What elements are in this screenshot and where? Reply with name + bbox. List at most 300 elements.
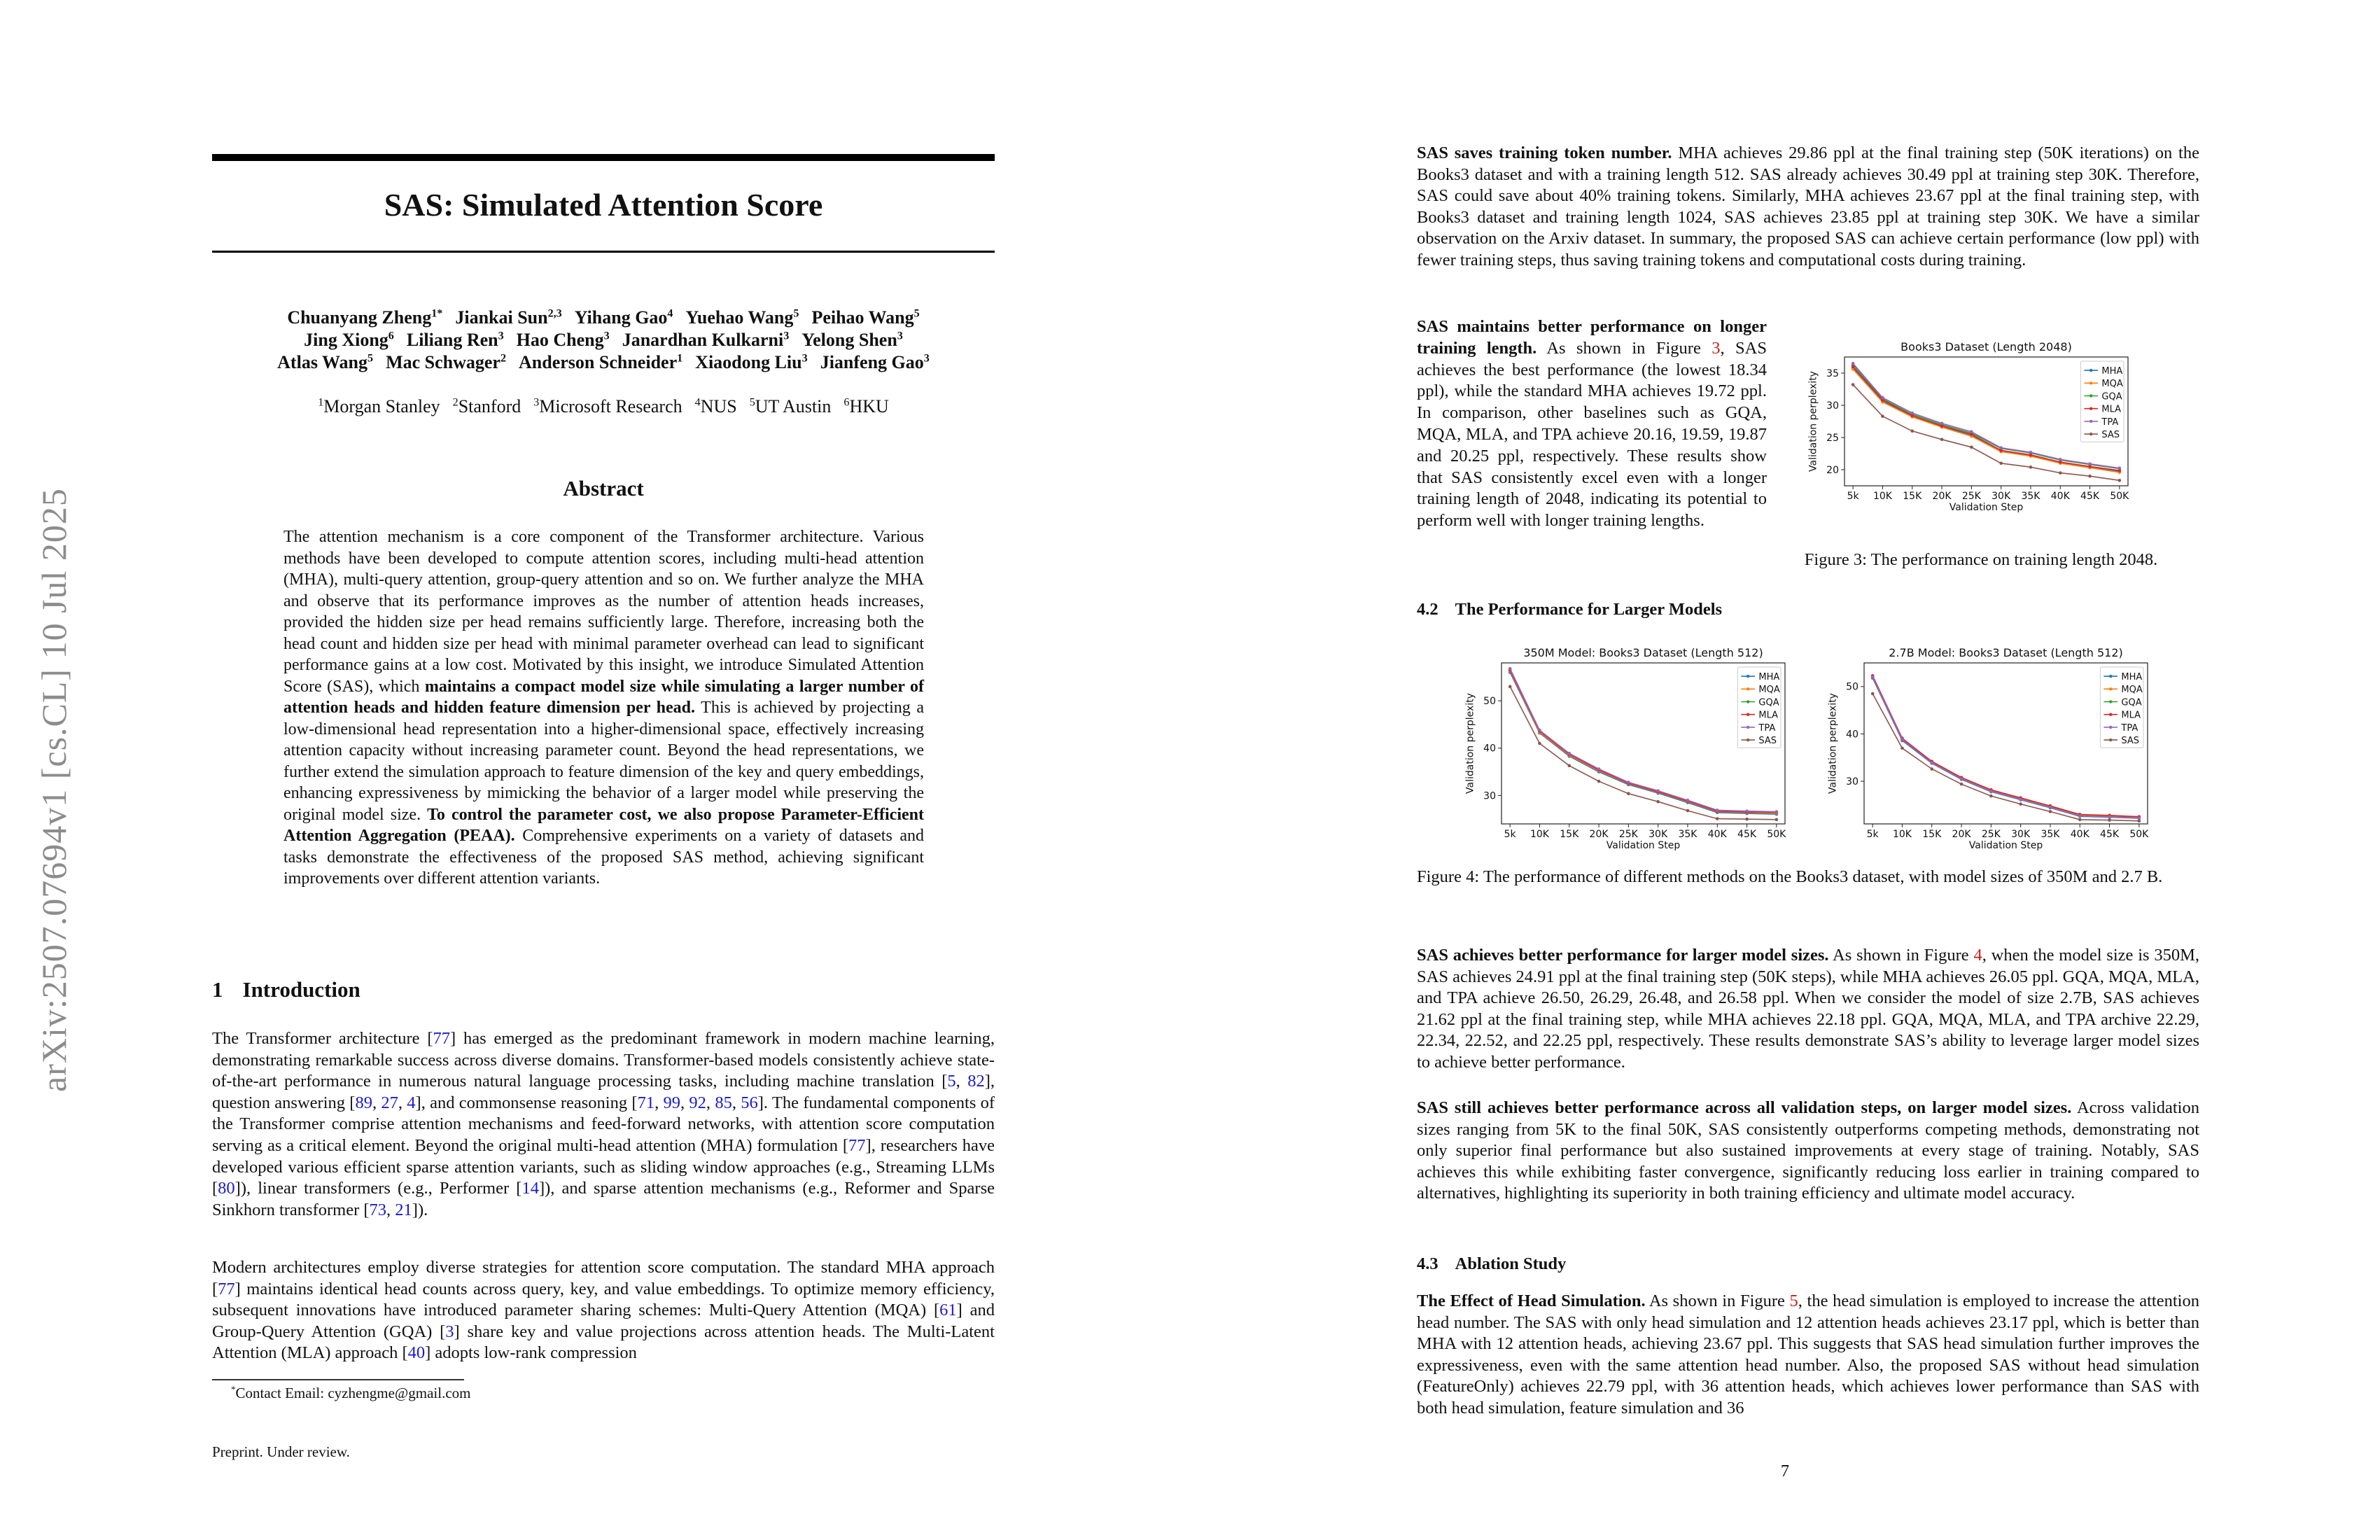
author-name: [695, 352, 808, 372]
series-line-gqa: [1853, 365, 2123, 469]
citation-link[interactable]: 77: [848, 1135, 866, 1155]
citation-link[interactable]: 77: [433, 1029, 451, 1048]
text-run: ,: [398, 1093, 407, 1112]
data-point: [1930, 761, 1933, 764]
legend-label: SAS: [2121, 736, 2140, 746]
author-name-text: Jing Xiong: [304, 330, 388, 350]
x-tick-label: 30K: [1991, 491, 2011, 502]
legend-label: MLA: [2121, 710, 2141, 721]
y-tick-label: 25: [1826, 432, 1839, 444]
data-point: [1999, 446, 2003, 449]
author-name: [455, 307, 561, 328]
series-line-sas: [1510, 685, 1780, 820]
legend-marker: [1746, 738, 1749, 741]
legend-label: TPA: [2121, 722, 2138, 734]
bold-text: SAS achieves better performance for larger model sizes.: [1417, 946, 1829, 965]
figure-4-left: [1449, 648, 1799, 858]
data-point: [1930, 767, 1933, 771]
data-point: [2118, 479, 2122, 482]
bold-text: SAS saves training token number.: [1417, 144, 1672, 162]
citation-link[interactable]: 89: [355, 1093, 372, 1112]
affiliation-name: HKU: [849, 396, 889, 416]
text-run: ]).: [412, 1200, 428, 1219]
x-tick-label: 35K: [2021, 491, 2040, 502]
affiliation: [533, 396, 682, 416]
data-point: [1989, 794, 1993, 798]
title-bottom-rule: [212, 251, 995, 253]
legend-label: TPA: [2101, 416, 2119, 428]
text-run: ]. The fundamental components of the Transformer comprise attention mechanisms and feed-forward networks, with attention score computation serving as a critical element. Beyond the original multi-head attention (MHA) formulation [: [212, 1093, 995, 1155]
data-point: [2019, 802, 2022, 806]
title-top-rule: [212, 154, 995, 161]
intro-paragraph-1: [212, 1028, 995, 1221]
text-run: ,: [386, 1200, 396, 1219]
citation-link[interactable]: 27: [381, 1093, 398, 1112]
x-tick-label: 30K: [1648, 829, 1668, 840]
data-point: [1881, 414, 1884, 418]
author-name-text: Atlas Wang: [277, 352, 368, 372]
series-line-mqa: [1853, 370, 2123, 472]
series-line-tpa: [1853, 363, 2123, 468]
author-name-text: Chuanyang Zheng: [287, 307, 432, 328]
legend-marker: [1746, 726, 1749, 729]
section-heading-4-2: [1417, 600, 1722, 620]
text-run: ], and commonsense reasoning [: [415, 1093, 638, 1112]
citation-link[interactable]: 99: [663, 1093, 680, 1112]
figure-4-right: [1812, 648, 2162, 858]
citation-link[interactable]: 3: [445, 1322, 454, 1341]
data-point: [2138, 820, 2141, 823]
data-point: [2088, 462, 2092, 465]
paragraph-validation-steps: [1417, 1098, 2199, 1205]
text-run: MHA achieves 29.86 ppl at the final training step (50K iterations) on the Books3 dataset and with a training length 512. SAS already achieves 30.49 ppl at training step 30K. Therefore, SAS could save about 40% training tokens. Similarly, MHA achieves 23.67 ppl at the final training step, with Books3 dataset and training length 1024, SAS achieves 23.85 ppl at training step 30K. We have a similar observation on the Arxiv dataset. In summary, the proposed SAS can achieve certain performance (low ppl) with fewer training steps, thus saving training tokens and computational costs during training.: [1417, 144, 2199, 270]
legend-label: GQA: [1758, 697, 1779, 708]
section-title: Introduction: [242, 977, 360, 1002]
affiliation-marker: 3: [897, 330, 903, 342]
paper-title: SAS: Simulated Attention Score: [384, 187, 823, 223]
x-tick-label: 35K: [2040, 829, 2060, 840]
text-run: ,: [732, 1093, 741, 1112]
data-point: [1656, 800, 1660, 804]
figure-reference-link[interactable]: 3: [1712, 338, 1721, 358]
data-point: [1627, 792, 1630, 795]
x-tick-label: 5k: [1504, 829, 1516, 840]
x-tick-label: 20K: [1952, 829, 1971, 840]
intro-paragraph-2: [212, 1257, 995, 1364]
author-name: [517, 330, 610, 350]
legend-label: TPA: [1758, 722, 1776, 734]
figure-3-chart: [1792, 342, 2142, 518]
series-line-tpa: [1872, 677, 2142, 818]
text-run: ,: [372, 1093, 382, 1112]
affiliation-number: 1: [318, 396, 324, 409]
abstract-text: [284, 526, 924, 890]
text-run: ,: [706, 1093, 715, 1112]
citation-link[interactable]: 14: [522, 1179, 539, 1198]
x-axis-label: Validation Step: [1606, 840, 1681, 852]
footnote-rule: [212, 1379, 464, 1380]
legend-marker: [2090, 382, 2092, 384]
data-point: [1989, 790, 1993, 793]
legend-marker: [2090, 420, 2092, 423]
author-name-text: Xiaodong Liu: [695, 352, 802, 372]
data-point: [2029, 451, 2033, 454]
series-line-mqa: [1510, 671, 1780, 813]
bold-text: The Effect of Head Simulation.: [1417, 1292, 1646, 1310]
data-point: [1970, 430, 1973, 433]
x-axis-label: Validation Step: [1949, 502, 2024, 514]
x-tick-label: 40K: [2070, 829, 2090, 840]
data-point: [1960, 777, 1963, 780]
data-point: [2118, 466, 2122, 470]
x-tick-label: 10K: [1892, 829, 1912, 840]
affiliation: [453, 396, 522, 416]
author-name-text: Peihao Wang: [811, 307, 914, 328]
legend-marker: [1746, 713, 1749, 716]
affiliation-marker: 3: [603, 330, 610, 342]
affiliation-marker: 3: [783, 330, 790, 342]
author-name: [386, 352, 506, 372]
figure-reference-link[interactable]: 5: [1789, 1292, 1798, 1310]
chart-title: 2.7B Model: Books3 Dataset (Length 512): [1889, 648, 2123, 659]
affiliation-marker: 5: [913, 307, 920, 320]
footnote: [231, 1385, 471, 1402]
citation-link[interactable]: 77: [218, 1279, 235, 1298]
text-run: ,: [654, 1093, 664, 1112]
data-point: [2108, 818, 2111, 822]
legend-label: MQA: [1758, 685, 1780, 696]
citation-link[interactable]: 80: [218, 1179, 235, 1198]
paragraph-longer-length: [1417, 316, 1767, 532]
y-axis-label: Validation perplexity: [1807, 371, 1819, 472]
author-name: [820, 352, 930, 372]
page-number: 7: [1780, 1462, 1790, 1480]
data-point: [1851, 362, 1855, 365]
author-name-text: Yihang Gao: [574, 307, 668, 328]
figure-4-caption: Figure 4: The performance of different methods on the Books3 dataset, with model sizes of 350M and 2.7 B.: [1417, 867, 2163, 886]
citation-link[interactable]: 85: [715, 1093, 732, 1112]
legend-marker: [2090, 433, 2092, 435]
data-point: [1597, 767, 1601, 771]
legend-label: MLA: [2101, 404, 2122, 415]
text-run: ] adopts low-rank compression: [425, 1343, 637, 1363]
x-tick-label: 40K: [1707, 829, 1727, 840]
legend-label: MHA: [1758, 672, 1780, 682]
figure-reference-link[interactable]: 4: [1973, 946, 1982, 965]
affiliation: [844, 396, 888, 416]
abstract-heading: Abstract: [563, 476, 644, 500]
x-tick-label: 25K: [1618, 829, 1638, 840]
author-name-text: Mac Schwager: [386, 352, 500, 372]
x-tick-label: 50K: [2110, 491, 2129, 502]
author-name-text: Yelong Shen: [802, 330, 897, 350]
affiliation-marker: 4: [667, 307, 673, 320]
y-tick-label: 50: [1846, 681, 1858, 693]
right-page: [1190, 0, 2380, 1540]
text-run: ] maintains identical head counts across query, key, and value embeddings. To optimize memory efficiency, subsequent innovations have introduced parameter sharing schemes: Multi-Query Attention (MQA) [: [212, 1279, 995, 1320]
affiliation-name: UT Austin: [755, 396, 832, 416]
legend-marker: [2090, 394, 2092, 397]
affiliation-number: 2: [452, 396, 458, 409]
text-run: ] has emerged as the predominant framework in modern machine learning, demonstrating remarkable success across diverse domains. Transformer-based models consistently achieve state-of-the-art performance in numerous natural language processing tasks, including machine translation [: [212, 1029, 995, 1091]
affiliation-marker: 3: [923, 352, 930, 365]
affiliation-marker: 5: [368, 352, 374, 365]
y-tick-label: 35: [1826, 368, 1839, 379]
text-run: The attention mechanism is a core component of the Transformer architecture. Various methods have been developed to compute attention scores, including multi-head attention (MHA), multi-query attention, group-query attention and so on. We further analyze the MHA and observe that its performance improves as the number of attention heads increases, provided the hidden size per head remains sufficiently large. Therefore, increasing both the head count and hidden size per head with minimal parameter overhead can lead to significant performance gains at a low cost. Motivated by this insight, we introduce Simulated Attention Score (SAS), which: [284, 528, 924, 696]
data-point: [1960, 783, 1963, 786]
data-point: [1538, 742, 1541, 746]
citation-link[interactable]: 82: [967, 1072, 985, 1091]
data-point: [1970, 446, 1973, 449]
x-tick-label: 5k: [1866, 829, 1879, 840]
x-tick-label: 25K: [1961, 491, 1981, 502]
x-tick-label: 20K: [1589, 829, 1609, 840]
affiliation-number: 4: [694, 396, 701, 409]
x-tick-label: 25K: [1981, 829, 2001, 840]
legend-marker: [2090, 369, 2092, 372]
data-point: [1940, 438, 1944, 441]
legend-marker: [2109, 700, 2112, 703]
x-tick-label: 45K: [1737, 829, 1757, 840]
legend-label: MHA: [2121, 672, 2143, 682]
affiliation-marker: 2,3: [547, 307, 562, 320]
y-tick-label: 40: [1846, 729, 1858, 741]
x-tick-label: 30K: [2011, 829, 2031, 840]
author-name-text: Yuehao Wang: [685, 307, 794, 328]
text-run: ,: [955, 1072, 968, 1091]
legend-label: GQA: [2101, 391, 2122, 402]
x-tick-label: 10K: [1530, 829, 1549, 840]
author-name: [622, 330, 790, 350]
affiliation-name: NUS: [700, 396, 737, 416]
author-list: [212, 307, 995, 374]
legend-label: MQA: [2101, 379, 2123, 390]
text-run: , SAS achieves the best performance (the lowest 18.34 ppl), while the standard MHA achieves 19.72 ppl. In comparison, other baselines such as GQA, MQA, MLA, and TPA achieve 20.16, 19.59, 19.87 and 20.25 ppl, respectively. These results show that SAS consistently excel even with a longer training length of 2048, indicating its potential to perform well with longer training lengths.: [1417, 338, 1767, 531]
section-heading-4-3: [1417, 1254, 1566, 1274]
data-point: [1538, 729, 1541, 732]
citation-link[interactable]: 40: [407, 1343, 426, 1363]
text-run: Comprehensive experiments on a variety of datasets and tasks demonstrate the effectiveness of the proposed SAS method, achieving significant improvements over different attention variants.: [284, 827, 924, 888]
affiliation-marker: 3: [498, 330, 504, 342]
section-title: The Performance for Larger Models: [1455, 600, 1723, 619]
bold-text: maintains a compact model size while simulating a larger number of attention heads and hidden feature dimension per head.: [284, 677, 925, 717]
data-point: [1910, 412, 1914, 415]
paragraph-saves-tokens: [1417, 143, 2199, 272]
data-point: [2029, 465, 2033, 469]
data-point: [1508, 667, 1512, 671]
preprint-note: Preprint. Under review.: [212, 1443, 350, 1460]
data-point: [2019, 798, 2022, 802]
author-name-text: Anderson Schneider: [519, 352, 678, 372]
bold-text: SAS still achieves better performance across all validation steps, on larger model sizes.: [1417, 1098, 2072, 1117]
data-point: [1745, 818, 1749, 821]
data-point: [1716, 808, 1719, 812]
data-point: [2049, 806, 2052, 809]
text-run: Modern architectures employ diverse strategies for attention score computation. The standard MHA approach [: [212, 1258, 995, 1298]
data-point: [1597, 780, 1601, 783]
section-number: 4.3: [1417, 1254, 1438, 1273]
y-axis-label: Validation perplexity: [1464, 693, 1476, 794]
data-point: [1940, 421, 1944, 425]
author-name: [304, 330, 394, 350]
citation-link[interactable]: 92: [689, 1093, 706, 1112]
affiliation-marker: 2: [500, 352, 507, 365]
legend-marker: [2109, 675, 2112, 678]
data-point: [1999, 462, 2003, 465]
series-line-mha: [1853, 366, 2123, 472]
footnote-text: Contact Email: cyzhengme@gmail.com: [235, 1385, 471, 1401]
paragraph-head-simulation: [1417, 1291, 2199, 1420]
y-tick-label: 40: [1483, 743, 1496, 755]
figure-3: [1792, 342, 2142, 518]
section-heading-introduction: [212, 977, 360, 1002]
text-run: ]), linear transformers (e.g., Performer [: [234, 1179, 522, 1198]
legend-label: MHA: [2101, 366, 2123, 377]
author-name: [407, 330, 504, 350]
citation-link[interactable]: 71: [637, 1093, 655, 1112]
legend-marker: [2090, 407, 2092, 410]
citation-link[interactable]: 73: [369, 1200, 387, 1219]
chart-title: Books3 Dataset (Length 2048): [1900, 342, 2072, 354]
text-run: As shown in Figure: [1828, 946, 1974, 965]
citation-link[interactable]: 56: [741, 1093, 758, 1112]
text-run: , when the model size is 350M, SAS achieves 24.91 ppl at the final training step (50K steps), while MHA achieves 26.05 ppl. GQA, MQA, MLA, and TPA achieve 26.50, 26.29, 26.48, and 26.58 ppl. When we consider the model of size 2.7B, SAS achieves 21.62 ppl at the final training step, while MHA achieves 22.18 ppl. GQA, MQA, MLA, and TPA archive 22.29, 22.34, 22.52, and 22.25 ppl, respectively. These results demonstrate SAS’s ability to leverage larger model sizes to achieve better performance.: [1417, 946, 2200, 1072]
data-point: [1627, 780, 1630, 784]
data-point: [1775, 810, 1779, 813]
legend-marker: [1746, 700, 1749, 703]
affiliation-name: Stanford: [458, 396, 522, 416]
x-tick-label: 45K: [2100, 829, 2120, 840]
data-point: [1686, 799, 1690, 802]
legend-marker: [1746, 675, 1749, 678]
series-line-sas: [1872, 694, 2142, 821]
bold-text: To control the parameter cost, we also propose Parameter-Efficient Attention Aggregation (PEAA).: [284, 805, 924, 845]
text-run: The Transformer architecture [: [212, 1029, 433, 1048]
affiliation-name: Morgan Stanley: [323, 396, 440, 416]
data-point: [2138, 816, 2141, 820]
section-number: 1: [212, 977, 223, 1002]
x-tick-label: 40K: [2050, 491, 2070, 502]
data-point: [2059, 471, 2062, 475]
text-run: ] share key and value projections across attention heads. The Multi-Latent Attention (MLA) approach [: [212, 1322, 995, 1363]
data-point: [1900, 746, 1904, 750]
affiliation-number: 6: [844, 396, 850, 409]
y-tick-label: 30: [1846, 776, 1858, 788]
author-name-text: Liliang Ren: [406, 330, 498, 350]
affiliation-marker: 1*: [431, 307, 443, 320]
figure-4-right-chart: [1812, 648, 2162, 858]
legend-label: GQA: [2121, 697, 2142, 708]
legend-label: MLA: [1758, 710, 1779, 721]
data-point: [2049, 810, 2052, 813]
x-tick-label: 15K: [1560, 829, 1579, 840]
text-run: ] and Group-Query Attention (GQA) [: [212, 1301, 995, 1341]
affiliation: [318, 396, 440, 416]
data-point: [2088, 475, 2092, 478]
author-name: [685, 307, 799, 328]
data-point: [1716, 817, 1719, 820]
data-point: [2108, 816, 2111, 819]
affiliation-number: 5: [749, 396, 755, 409]
data-point: [1910, 430, 1914, 433]
text-run: Across validation sizes ranging from 5K to the final 50K, SAS consistently outperforms competing methods, demonstrating not only superior final performance but also sustained improvements at every stage of training. Notably, SAS achieves this while exhibiting faster convergence, significantly reducing loss earlier in training compared to alternatives, highlighting its superiority in both training efficiency and ultimate model accuracy.: [1417, 1098, 2199, 1203]
arxiv-identifier[interactable]: arXiv:2507.07694v1 [cs.CL] 10 Jul 2025: [34, 488, 74, 1092]
data-point: [1775, 818, 1779, 822]
data-point: [1871, 676, 1875, 679]
figure-4-left-chart: [1449, 648, 1799, 858]
legend-marker: [2109, 687, 2112, 690]
legend-marker: [2109, 738, 2112, 741]
data-point: [1686, 809, 1690, 813]
data-point: [1900, 738, 1904, 741]
author-name: [575, 307, 673, 328]
x-axis-label: Validation Step: [1968, 840, 2043, 852]
author-name-text: Jiankai Sun: [455, 307, 548, 328]
author-name-text: Hao Cheng: [516, 330, 604, 350]
author-name: [287, 307, 442, 328]
chart-title: 350M Model: Books3 Dataset (Length 512): [1523, 648, 1763, 659]
x-tick-label: 15K: [1903, 491, 1922, 502]
text-run: ], question answering [: [212, 1072, 995, 1112]
affiliation-marker: 3: [802, 352, 808, 365]
y-tick-label: 20: [1826, 464, 1839, 476]
author-name: [811, 307, 919, 328]
author-name: [277, 352, 373, 372]
citation-link[interactable]: 21: [395, 1200, 412, 1219]
section-title: Ablation Study: [1455, 1254, 1567, 1273]
data-point: [1851, 383, 1855, 386]
affiliation-name: Microsoft Research: [539, 396, 682, 416]
data-point: [1656, 789, 1660, 792]
affiliation-marker: 5: [793, 307, 799, 320]
citation-link[interactable]: 4: [407, 1093, 416, 1112]
y-tick-label: 50: [1483, 696, 1496, 708]
text-run: This is achieved by projecting a low-dimensional head representation into a higher-dimensional space, effectively increasing attention capacity without increasing parameter count. Beyond the head representations, we further extend the simulation approach to feature dimension of the key and query embeddings, enhancing expressiveness by mimicking the behavior of a larger model while preserving the original model size.: [284, 699, 924, 824]
data-point: [2078, 818, 2082, 822]
data-point: [2078, 814, 2082, 818]
footnote-mark: *: [231, 1384, 236, 1394]
text-run: As shown in Figure: [1536, 338, 1712, 358]
text-run: ], researchers have developed various efficient sparse attention variants, such as sliding window approaches (e.g., Streaming LLMs [: [212, 1135, 995, 1198]
affiliation-marker: 1: [677, 352, 683, 365]
x-tick-label: 50K: [1767, 829, 1786, 840]
text-run: As shown in Figure: [1645, 1292, 1790, 1310]
citation-link[interactable]: 5: [947, 1072, 956, 1091]
y-tick-label: 30: [1826, 400, 1839, 412]
legend-marker: [2109, 726, 2112, 729]
section-number: 4.2: [1417, 600, 1438, 619]
affiliation: [695, 396, 737, 416]
data-point: [1567, 752, 1571, 755]
author-name: [519, 352, 682, 372]
series-line-mha: [1510, 672, 1780, 815]
data-point: [1508, 685, 1512, 689]
data-point: [1881, 396, 1884, 400]
legend-label: SAS: [2101, 430, 2120, 440]
data-point: [2059, 458, 2062, 461]
data-point: [1745, 809, 1749, 813]
x-tick-label: 10K: [1872, 491, 1892, 502]
author-name-text: Janardhan Kulkarni: [622, 330, 784, 350]
citation-link[interactable]: 61: [939, 1301, 957, 1320]
author-name-text: Jianfeng Gao: [820, 352, 924, 372]
x-tick-label: 45K: [2080, 491, 2100, 502]
author-row: [212, 351, 995, 374]
text-run: , the head simulation is employed to increase the attention head number. The SAS with only head simulation and 12 attention heads achieves 23.17 ppl, which is better than MHA with 12 attention heads, achieving 23.67 ppl. This suggests that SAS head simulation further improves the expressiveness, even with the same attention head number. Also, the proposed SAS without head simulation (FeatureOnly) achieves 22.79 ppl, with 36 attention heads, which achieves lower performance than SAS with both head simulation, feature simulation and 36: [1417, 1292, 2199, 1418]
affiliation-list: [212, 396, 995, 417]
legend-label: SAS: [1758, 736, 1777, 746]
y-tick-label: 30: [1483, 790, 1496, 802]
